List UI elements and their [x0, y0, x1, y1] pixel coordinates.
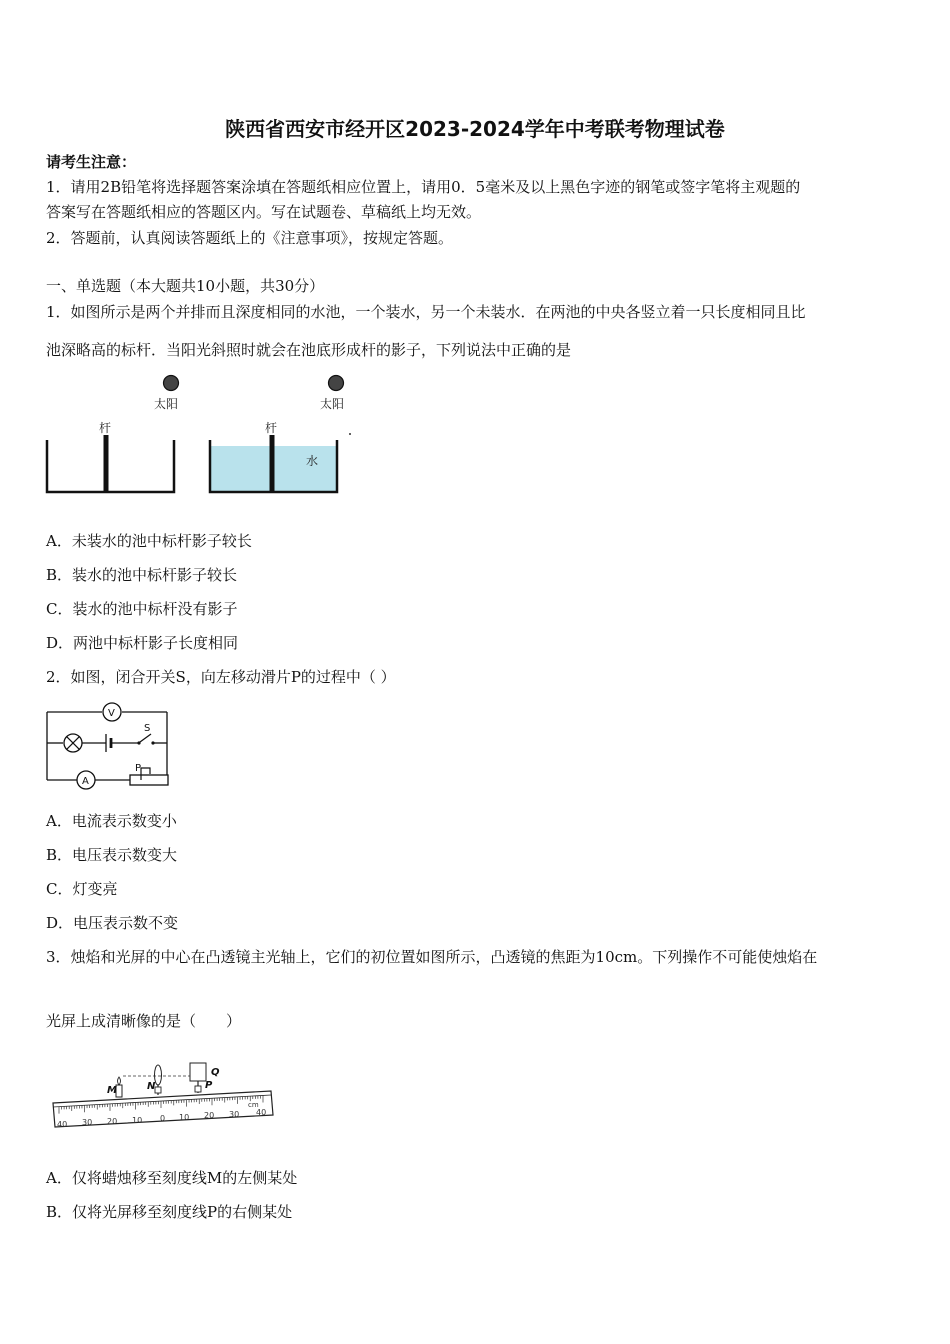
sun-icon-right: [329, 376, 344, 391]
q1-stem-line-2: 池深略高的标杆．当阳光斜照时就会在池底形成杆的影子，下列说法中正确的是: [46, 341, 572, 359]
scale-label-0: 40: [57, 1120, 68, 1129]
sun-label-left: 太阳: [154, 397, 179, 411]
section-heading: 一、单选题（本大题共10小题，共30分）: [46, 277, 325, 295]
q3-optical-bench-figure: [45, 1055, 280, 1135]
scale-unit: cm: [248, 1101, 259, 1109]
water-label: 水: [306, 454, 319, 468]
scale-label-3: 10: [132, 1116, 143, 1125]
q3-stem-line-2: 光屏上成清晰像的是（ ）: [46, 1012, 242, 1030]
q3-option-a: A．仅将蜡烛移至刻度线M的左侧某处: [46, 1169, 298, 1187]
q2-option-d: D．电压表示数不变: [46, 914, 179, 932]
notice-heading: 请考生注意：: [46, 153, 137, 171]
label-q: Q: [211, 1067, 220, 1078]
page-title: 陕西省西安市经开区2023-2024学年中考联考物理试卷: [225, 117, 725, 141]
q1-option-a: A．未装水的池中标杆影子较长: [46, 532, 252, 550]
rheostat-icon: [130, 775, 168, 785]
scale-label-8: 40: [256, 1108, 267, 1117]
q2-circuit-figure: [40, 698, 180, 798]
notice-line-2: 答案写在答题纸相应的答题区内。写在试题卷、草稿纸上均无效。: [46, 203, 482, 221]
scale-label-1: 30: [82, 1118, 93, 1127]
q1-option-b: B．装水的池中标杆影子较长: [46, 566, 238, 584]
q2-option-c: C．灯变亮: [46, 880, 118, 898]
label-n: N: [147, 1081, 156, 1092]
scale-label-2: 20: [107, 1117, 118, 1126]
scale-label-5: 10: [179, 1113, 190, 1122]
lens-icon: [155, 1065, 162, 1085]
switch-label: S: [144, 723, 151, 734]
ammeter-label: A: [82, 776, 89, 787]
q1-pools-figure: [40, 370, 360, 500]
q2-option-a: A．电流表示数变小: [46, 812, 177, 830]
label-m: M: [107, 1085, 117, 1096]
slider-label: P: [135, 763, 142, 774]
notice-line-1: 1．请用2B铅笔将选择题答案涂填在答题纸相应位置上，请用0．5毫米及以上黑色字迹的钢笔或签字笔将主观题的: [46, 178, 801, 196]
switch-icon: [140, 734, 151, 742]
sun-label-right: 太阳: [320, 397, 345, 411]
q2-option-b: B．电压表示数变大: [46, 846, 178, 864]
q1-stem-line-1: 1．如图所示是两个并排而且深度相同的水池，一个装水，另一个未装水．在两池的中央各竖立着一只长度相同且比: [46, 303, 806, 321]
scale-label-4: 0: [160, 1114, 166, 1123]
q3-option-b: B．仅将光屏移至刻度线P的右侧某处: [46, 1203, 293, 1221]
q1-option-c: C．装水的池中标杆没有影子: [46, 600, 238, 618]
voltmeter-label: V: [108, 708, 115, 719]
notice-line-3: 2．答题前，认真阅读答题纸上的《注意事项》，按规定答题。: [46, 229, 454, 247]
screen-icon: [190, 1063, 206, 1081]
scale-label-7: 30: [229, 1110, 240, 1119]
scale-label-6: 20: [204, 1111, 215, 1120]
sun-icon-left: [164, 376, 179, 391]
pole-label-left: 杆: [99, 421, 112, 435]
label-p: P: [205, 1080, 213, 1091]
empty-pool: [47, 440, 174, 492]
q3-stem-line-1: 3．烛焰和光屏的中心在凸透镜主光轴上，它们的初位置如图所示，凸透镜的焦距为10cm。下列操作不可能使烛焰在: [46, 948, 818, 966]
pole-label-right: 杆: [265, 421, 278, 435]
q2-stem: 2．如图，闭合开关S，向左移动滑片P的过程中（ ）: [46, 668, 396, 686]
q1-option-d: D．两池中标杆影子长度相同: [46, 634, 239, 652]
